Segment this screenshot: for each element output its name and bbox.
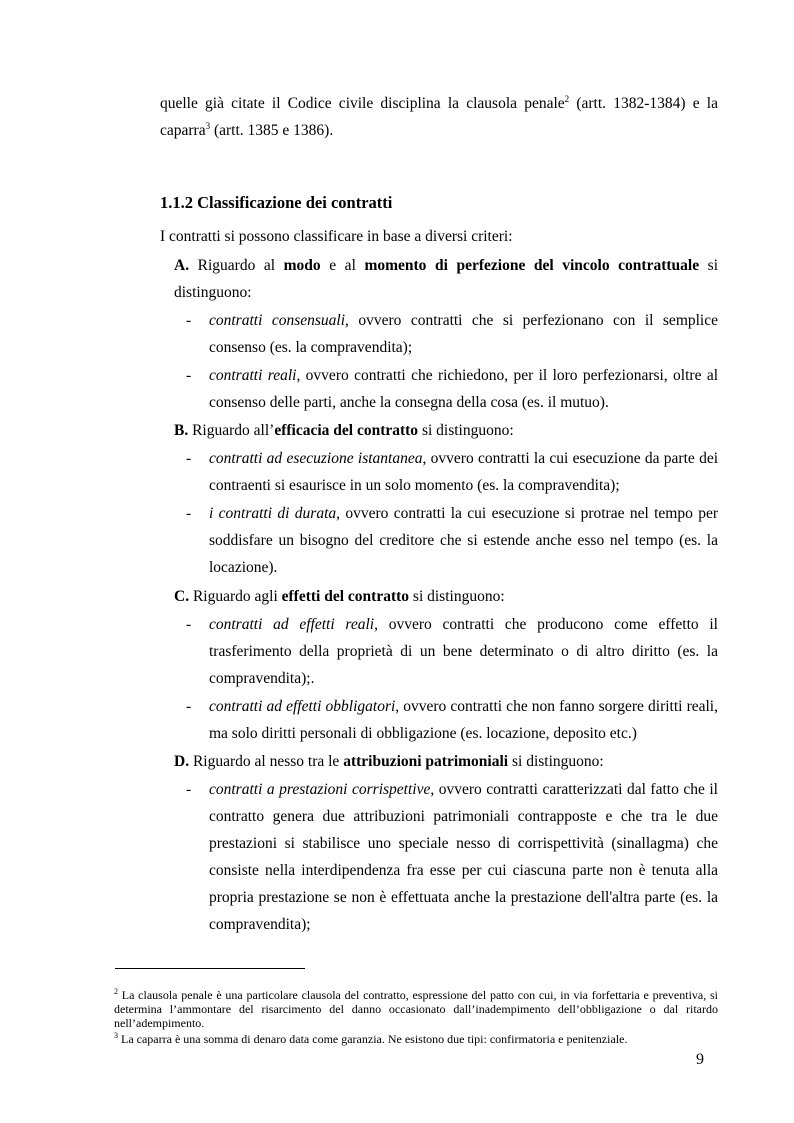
list-item <box>186 445 718 499</box>
section-d-bold: attribuzioni patrimoniali <box>343 753 509 770</box>
section-d-letter: D. <box>174 753 190 770</box>
section-a-letter: A. <box>174 257 190 274</box>
dash-bullet: - <box>186 505 192 522</box>
item-term: contratti ad effetti obbligatori <box>209 698 396 715</box>
section-a-heading <box>174 252 718 306</box>
item-text: , ovvero contratti la cui esecuzione da parte dei contraenti si esaurisce in un solo momento (es. la compravendita); <box>209 450 719 494</box>
dash-bullet: - <box>186 450 192 467</box>
section-a-post: si distinguono: <box>174 257 719 301</box>
item-term: contratti ad esecuzione istantanea <box>209 450 423 467</box>
dash-bullet: - <box>186 781 192 798</box>
page-number: 9 <box>696 1051 704 1068</box>
item-term: i contratti di durata <box>209 505 337 522</box>
footnote-separator <box>115 968 305 969</box>
intro-text-2: (artt. 1382-1384) e la caparra <box>160 95 718 139</box>
item-term: contratti reali <box>209 367 297 384</box>
section-heading: 1.1.2 Classificazione dei contratti <box>160 193 393 212</box>
section-c-letter: C. <box>174 588 190 605</box>
footnote-2 <box>114 988 718 1030</box>
item-text: , ovvero contratti che richiedono, per il loro perfezionarsi, oltre al consenso delle parti, anche la consegna della cosa (es. il mutuo). <box>209 367 718 411</box>
section-c-bold: effetti del contratto <box>281 588 410 605</box>
section-a-pre: Riguardo al <box>189 257 284 274</box>
list-item <box>186 362 718 416</box>
section-d-pre: Riguardo al nesso tra le <box>189 753 344 770</box>
section-b-heading <box>174 417 718 444</box>
list-item <box>186 500 718 581</box>
section-b-bold: efficacia del contratto <box>274 422 419 439</box>
footnote-text: La caparra è una somma di denaro data come garanzia. Ne esistono due tipi: confirmatoria e penitenziale. <box>118 1032 628 1046</box>
dash-bullet: - <box>186 698 192 715</box>
item-text: , ovvero contratti caratterizzati dal fatto che il contratto genera due attribuzioni patrimoniali contrapposte e che tra le due prestazioni si stabilisce uno speciale nesso di corrispettività (sinallagma) che consiste nella interdipendenza fra esse per cui ciascuna parte non è tenuta alla propria prestazione se non è effettuata anche la prestazione dell'altra parte (es. la compravendita); <box>209 781 718 933</box>
section-a-bold-1: modo <box>283 257 321 274</box>
dash-bullet: - <box>186 367 192 384</box>
intro-text-1: quelle già citate il Codice civile disciplina la clausola penale <box>160 95 565 112</box>
footnote-ref-2[interactable]: 2 <box>564 93 570 104</box>
intro-paragraph <box>160 90 718 144</box>
section-a-mid: e al <box>320 257 365 274</box>
footnote-ref-3[interactable]: 3 <box>205 120 211 131</box>
section-a-bold-2: momento di perfezione del vincolo contrattuale <box>364 257 700 274</box>
list-item <box>186 776 718 938</box>
footnote-text: La clausola penale è una particolare clausola del contratto, espressione del patto con cui, in via forfettaria e preventiva, si determina l’ammontare del risarcimento del danno occasionato dall’inadempimento dell’obbligazione o dal ritardo nell’adempimento. <box>114 988 718 1030</box>
list-item <box>186 307 718 361</box>
list-item <box>186 611 718 692</box>
list-item <box>186 693 718 747</box>
section-b-post: si distinguono: <box>418 422 514 439</box>
item-term: contratti a prestazioni corrispettive <box>209 781 431 798</box>
item-text: , ovvero contratti che si perfezionano con il semplice consenso (es. la compravendita); <box>209 312 718 356</box>
item-term: contratti consensuali <box>209 312 346 329</box>
section-b-pre: Riguardo all’ <box>188 422 275 439</box>
dash-bullet: - <box>186 616 192 633</box>
footnote-3 <box>114 1032 718 1046</box>
item-term: contratti ad effetti reali <box>209 616 375 633</box>
footnote-number: 3 <box>114 1031 118 1040</box>
item-text: , ovvero contratti che producono come effetto il trasferimento della proprietà di un bene determinato o di altro diritto (es. la compravendita);. <box>209 616 718 687</box>
classification-intro: I contratti si possono classificare in base a diversi criteri: <box>160 228 513 245</box>
section-c-pre: Riguardo agli <box>189 588 282 605</box>
section-b-letter: B. <box>174 422 189 439</box>
section-d-post: si distinguono: <box>508 753 604 770</box>
section-d-heading <box>174 748 718 775</box>
section-c-heading <box>174 583 718 610</box>
item-text: , ovvero contratti la cui esecuzione si protrae nel tempo per soddisfare un bisogno del creditore che si estende anche esso nel tempo (es. la locazione). <box>209 505 718 576</box>
item-text: , ovvero contratti che non fanno sorgere diritti reali, ma solo diritti personali di obbligazione (es. locazione, deposito etc.) <box>209 698 718 742</box>
section-c-post: si distinguono: <box>409 588 505 605</box>
footnote-number: 2 <box>114 987 118 996</box>
dash-bullet: - <box>186 312 192 329</box>
intro-text-3: (artt. 1385 e 1386). <box>210 122 334 139</box>
